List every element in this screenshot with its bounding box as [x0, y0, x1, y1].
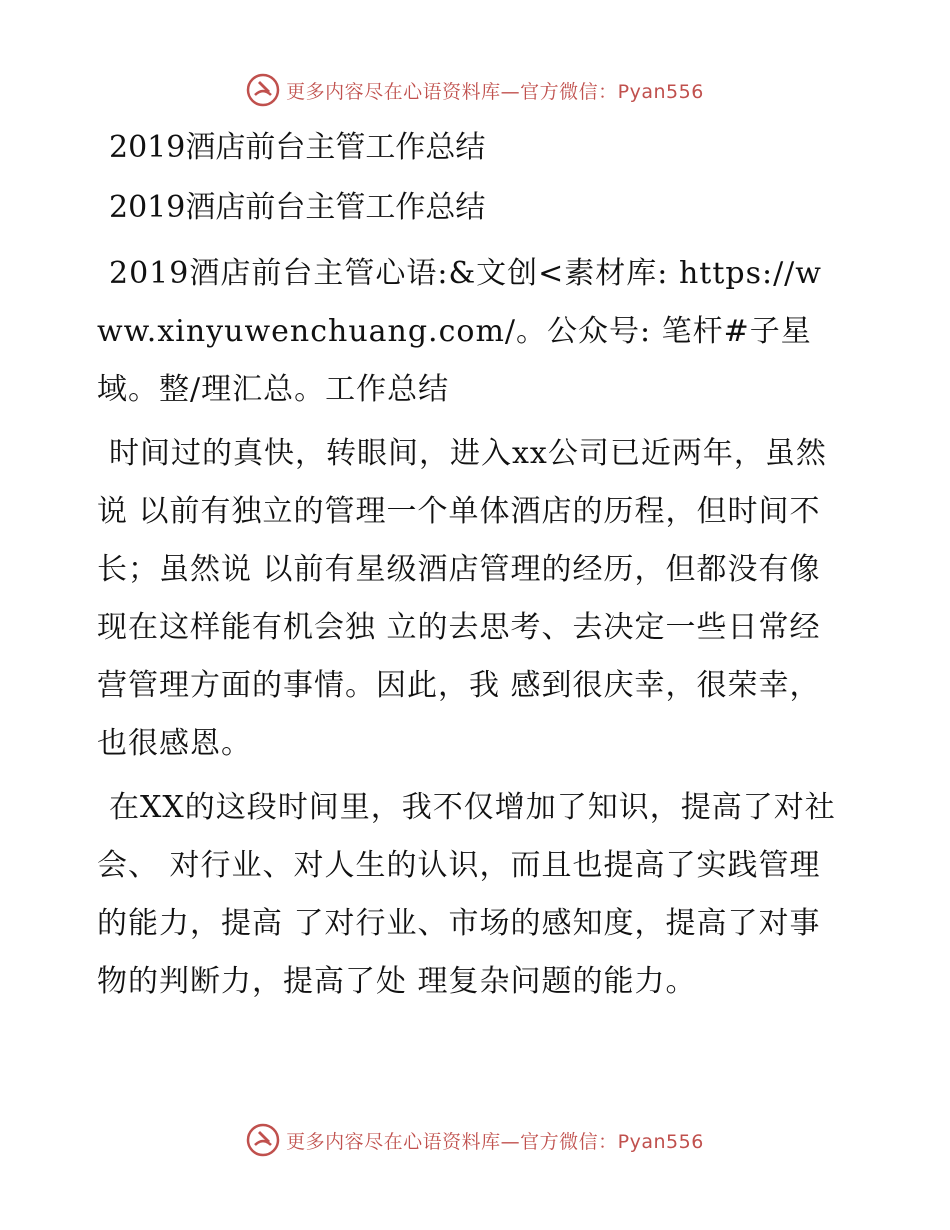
document-body — [97, 125, 837, 1017]
banner-text: 更多内容尽在心语资料库—官方微信：Pyan556 — [286, 80, 704, 103]
document-subtitle: 2019酒店前台主管工作总结 — [109, 190, 486, 225]
book-quill-logo-icon — [246, 1123, 280, 1157]
header-banner — [0, 70, 950, 110]
book-quill-logo-icon — [246, 73, 280, 107]
paragraph-2: 在XX的这段时间里，我不仅增加了知识，提高了对社会、 对行业、对人生的认识，而且也提高了实践管理的能力，提高 了对行业、市场的感知度，提高了对事物的判断力，提高了处 理复杂问题的能力。 — [97, 790, 836, 999]
paragraph-1: 时间过的真快，转眼间，进入xx公司已近两年，虽然说 以前有独立的管理一个单体酒店的历程，但时间不长；虽然说 以前有星级酒店管理的经历，但都没有像现在这样能有机会独 立的去思考、去决定一些日常经营管理方面的事情。因此，我 感到很庆幸，很荣幸，也很感恩。 — [97, 436, 827, 761]
banner-text: 更多内容尽在心语资料库—官方微信：Pyan556 — [286, 1130, 704, 1153]
document-title: 2019酒店前台主管工作总结 — [109, 130, 486, 165]
footer-banner — [0, 1120, 950, 1160]
paragraph-intro: 2019酒店前台主管心语:&文创<素材库: https://www.xinyuwenchuang.com/。公众号: 笔杆#子星域。整/理汇总。工作总结 — [97, 256, 822, 407]
